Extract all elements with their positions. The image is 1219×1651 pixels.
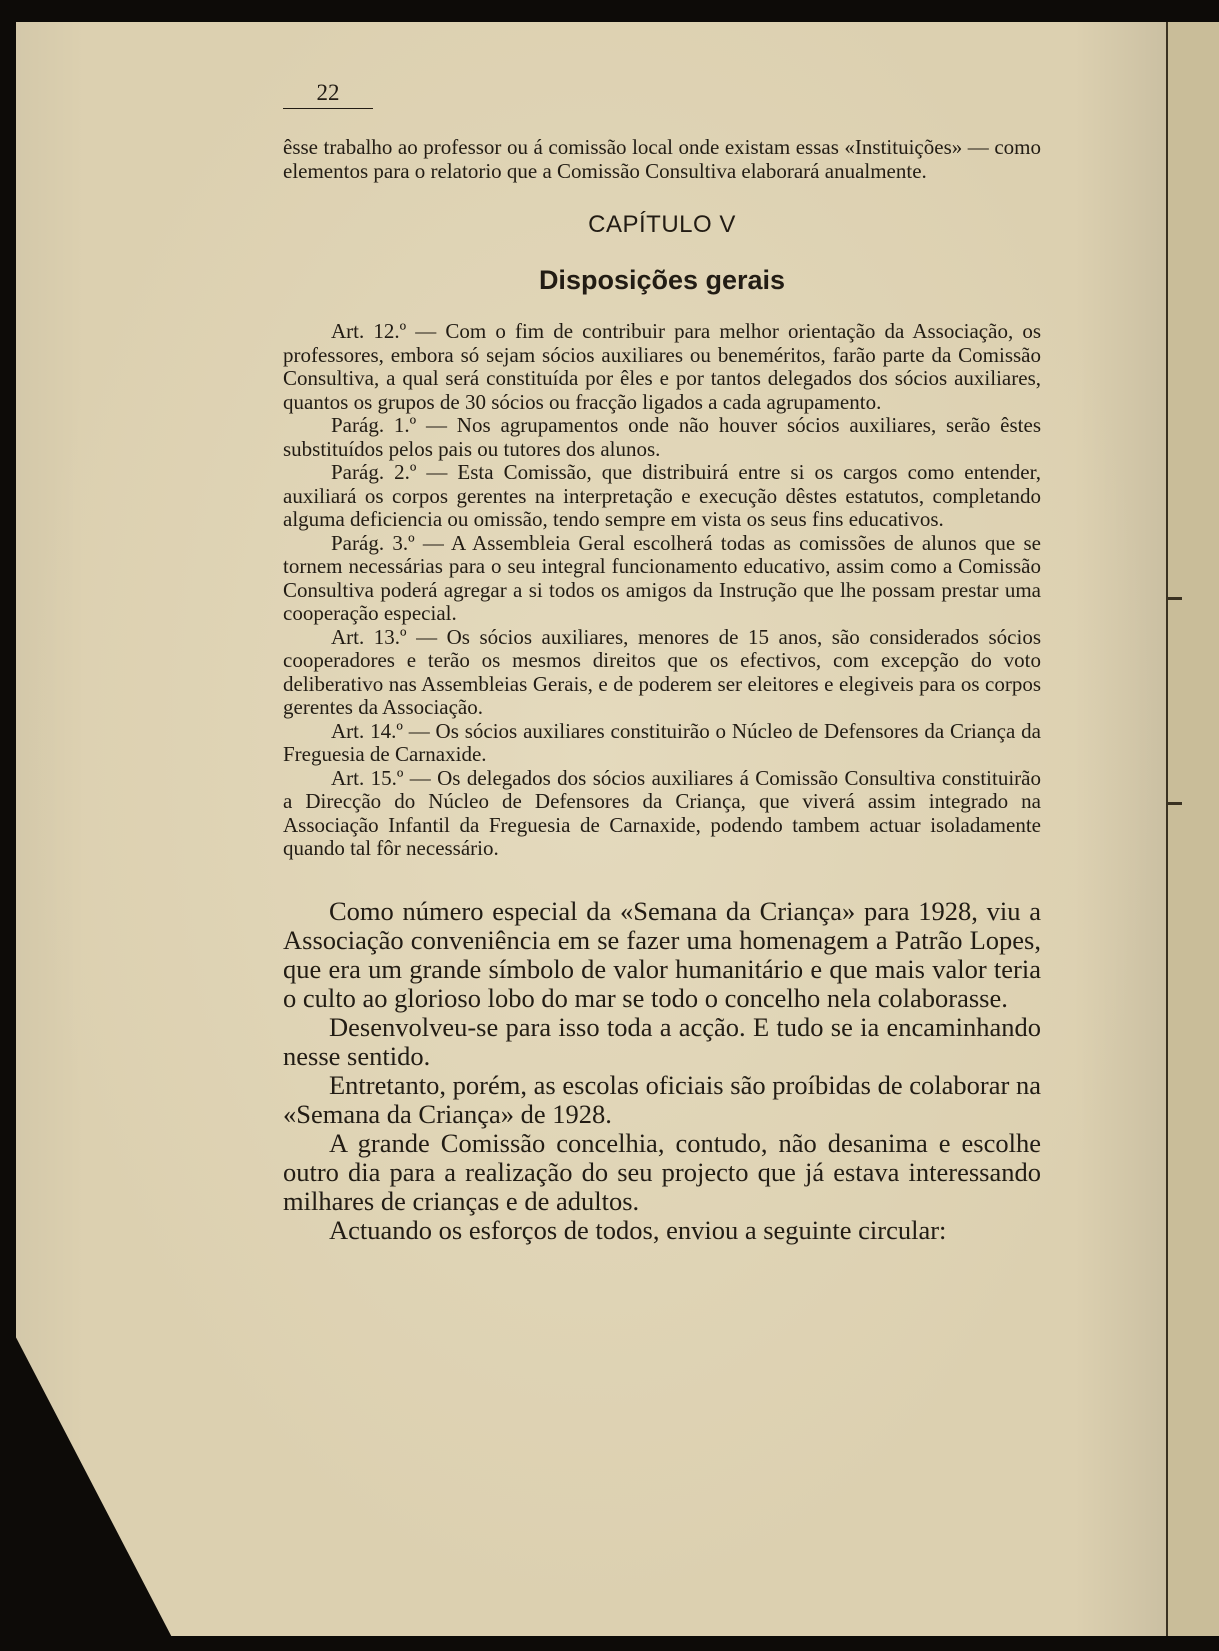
page-edge-mark [1168, 802, 1182, 805]
article-paragraph: Parág. 3.º — A Assembleia Geral escolherá todas as comissões de alunos que se tornem necessárias para o seu integral funcionamento educativo, assim como a Comissão Consultiva poderá agregar a si todos os amigos da Instrução que lhe possam prestar uma cooperação especial. [283, 530, 1041, 625]
narrative-paragraph: Entretanto, porém, as escolas oficiais são proíbidas de colaborar na «Semana da Criança» de 1928. [283, 1069, 1041, 1129]
page-edge-mark [1168, 597, 1182, 600]
adjacent-page-edge [1166, 22, 1219, 1636]
article-paragraph: Parág. 1.º — Nos agrupamentos onde não houver sócios auxiliares, serão êstes substituídos pelos pais ou tutores dos alunos. [283, 413, 1041, 461]
article-paragraph: Art. 14.º — Os sócios auxiliares constituirão o Núcleo de Defensores da Criança da Freguesia de Carnaxide. [283, 718, 1041, 766]
article-paragraph: Art. 12.º — Com o fim de contribuir para melhor orientação da Associação, os professores, embora só sejam sócios auxiliares ou beneméritos, farão parte da Comissão Consultiva, a qual será constituída por êles e por tantos delegados dos sócios auxiliares, quantos os grupos de 30 sócios ou fracção ligados a cada agrupamento. [283, 319, 1041, 414]
narrative-section [283, 897, 1041, 1245]
narrative-paragraph: A grande Comissão concelhia, contudo, não desanima e escolhe outro dia para a realização do seu projecto que já estava interessando milhares de crianças e de adultos. [283, 1127, 1041, 1216]
article-paragraph: Art. 13.º — Os sócios auxiliares, menores de 15 anos, são considerados sócios cooperadores e terão os mesmos direitos que os efectivos, com excepção do voto deliberativo nas Assembleias Gerais, e de poderem ser eleitores e elegiveis para os corpos gerentes da Associação. [283, 624, 1041, 719]
page-text [283, 136, 1041, 1245]
chapter-label: CAPÍTULO V [588, 211, 736, 238]
article-paragraph: Parág. 2.º — Esta Comissão, que distribuirá entre si os cargos como entender, auxiliará os corpos gerentes na interpretação e execução dêstes estatutos, completando alguma deficiencia ou omissão, tendo sempre em vista os seus fins educativos. [283, 460, 1041, 531]
narrative-paragraph: Como número especial da «Semana da Criança» para 1928, viu a Associação conveniência em se fazer uma homenagem a Patrão Lopes, que era um grande símbolo de valor humanitário e que mais valor teria o culto ao glorioso lobo do mar se todo o concelho nela colaborasse. [283, 895, 1041, 1013]
articles-section [283, 320, 1041, 861]
narrative-paragraph: Actuando os esforços de todos, enviou a seguinte circular: [329, 1214, 947, 1245]
section-title: Disposições gerais [538, 265, 786, 295]
article-paragraph: Art. 15.º — Os delegados dos sócios auxiliares á Comissão Consultiva constituirão a Direcção do Núcleo de Defensores da Criança, que viverá assim integrado na Associação Infantil da Freguesia de Carnaxide, podendo tambem actuar isoladamente quando tal fôr necessário. [283, 765, 1041, 860]
page-number: 22 [283, 80, 373, 109]
intro-paragraph: êsse trabalho ao professor ou á comissão local onde existam essas «Instituições» — como elementos para o relatorio que a Comissão Consultiva elaborará anualmente. [283, 135, 1041, 183]
intro-section [283, 136, 1041, 183]
narrative-paragraph: Desenvolveu-se para isso toda a acção. E tudo se ia encaminhando nesse sentido. [283, 1011, 1041, 1071]
